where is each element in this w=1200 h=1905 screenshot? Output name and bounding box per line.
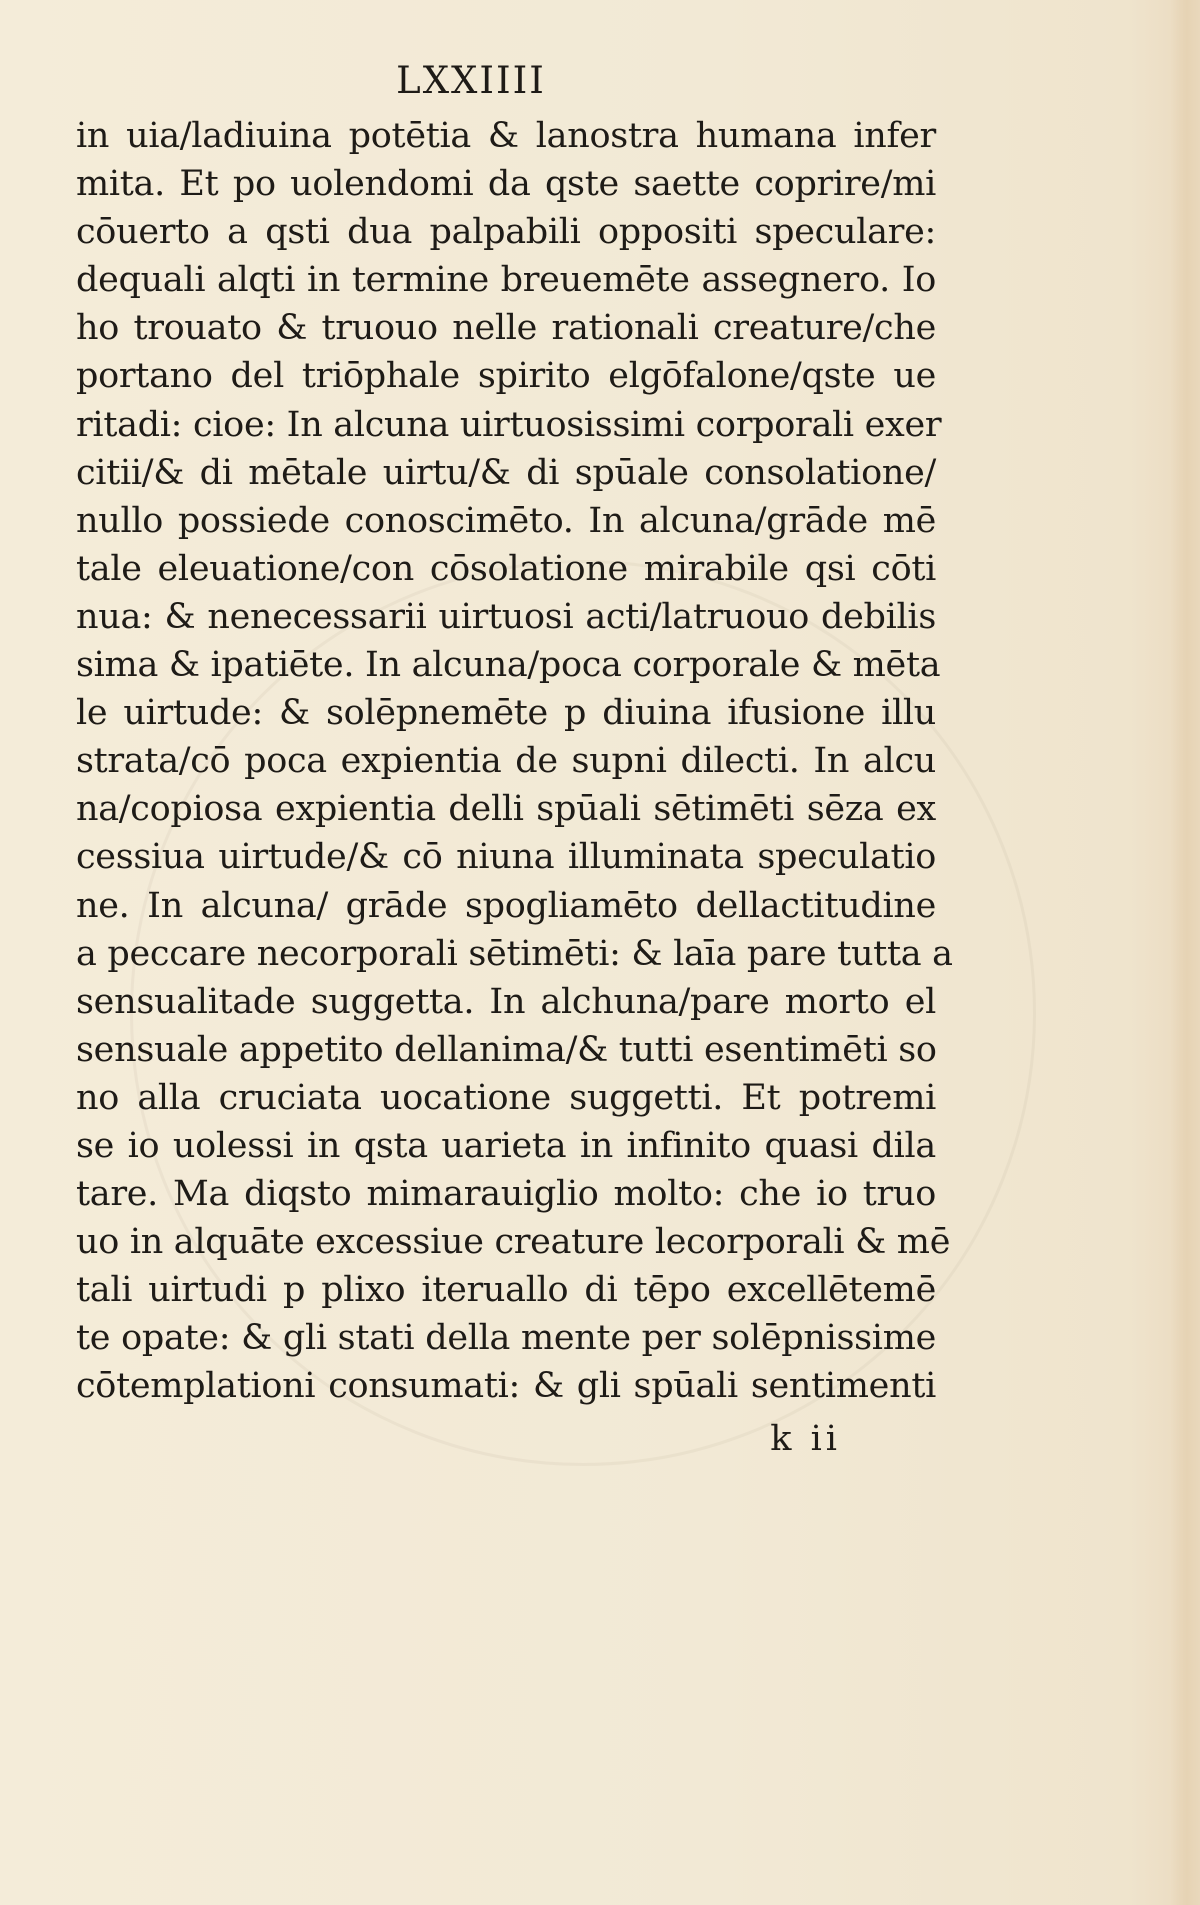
text-line: ritadi: cioe: In alcuna uirtuosissimi corporali exer [76,404,942,445]
text-line: portano del triōphale spirito elgōfalone/qste ue [76,356,936,397]
text-line: tale eleuatione/con cōsolatione mirabile qsi cōti [76,548,936,589]
text-line: cōtemplationi consumati: & gli spūali sentimenti [76,1366,936,1407]
text-line: a peccare necorporali sētimēti: & laīa pare tutta a [76,933,953,974]
text-line: cōuerto a qsti dua palpabili oppositi speculare: [76,212,936,253]
text-line: se io uolessi in qsta uarieta in infinito quasi dila [76,1125,936,1166]
text-line: le uirtude: & solēpnemēte p diuina ifusione illu [76,693,936,734]
text-line: ne. In alcuna/ grāde spogliamēto dellactitudine [76,885,936,926]
text-line: strata/cō poca expientia de supni dilecti. In alcu [76,741,936,782]
text-line: te opate: & gli stati della mente per solēpnissime [76,1318,936,1359]
text-line: nua: & nenecessarii uirtuosi acti/latruouo debilis [76,596,936,637]
text-line: cessiua uirtude/& cō niuna illuminata speculatio [76,837,936,878]
text-line: mita. Et po uolendomi da qste saette coprire/mi [76,164,936,205]
text-line: citii/& di mētale uirtu/& di spūale consolatione/ [76,452,936,493]
text-block [76,50,953,1467]
text-line: nullo possiede conoscimēto. In alcuna/grāde mē [76,500,936,541]
text-line: tare. Ma diqsto mimarauiglio molto: che io truo [76,1174,936,1215]
text-line: sensuale appetito dellanima/& tutti esentimēti so [76,1029,937,1070]
text-line: ho trouato & truouo nelle rationali creature/che [76,308,936,349]
text-line: na/copiosa expientia delli spūali sētimēti sēza ex [76,789,936,830]
page-edge-shadow [1170,0,1200,1905]
text-line: in uia/ladiuina potētia & lanostra humana infer [76,116,936,156]
text-line: tali uirtudi p plixo iteruallo di tēpo excellētemē [76,1270,936,1311]
text-line: sensualitade suggetta. In alchuna/pare morto el [76,981,936,1022]
text-line: dequali alqti in termine breuemēte assegnero. Io [76,260,936,301]
text-line: sima & ipatiēte. In alcuna/poca corporale & mēta [76,645,941,686]
text-line: no alla cruciata uocatione suggetti. Et potremi [76,1077,936,1118]
folio-number: LXXIIII [396,59,546,102]
signature-mark: k ii [770,1418,841,1459]
text-line: uo in alquāte excessiue creature lecorporali & mē [76,1222,951,1263]
